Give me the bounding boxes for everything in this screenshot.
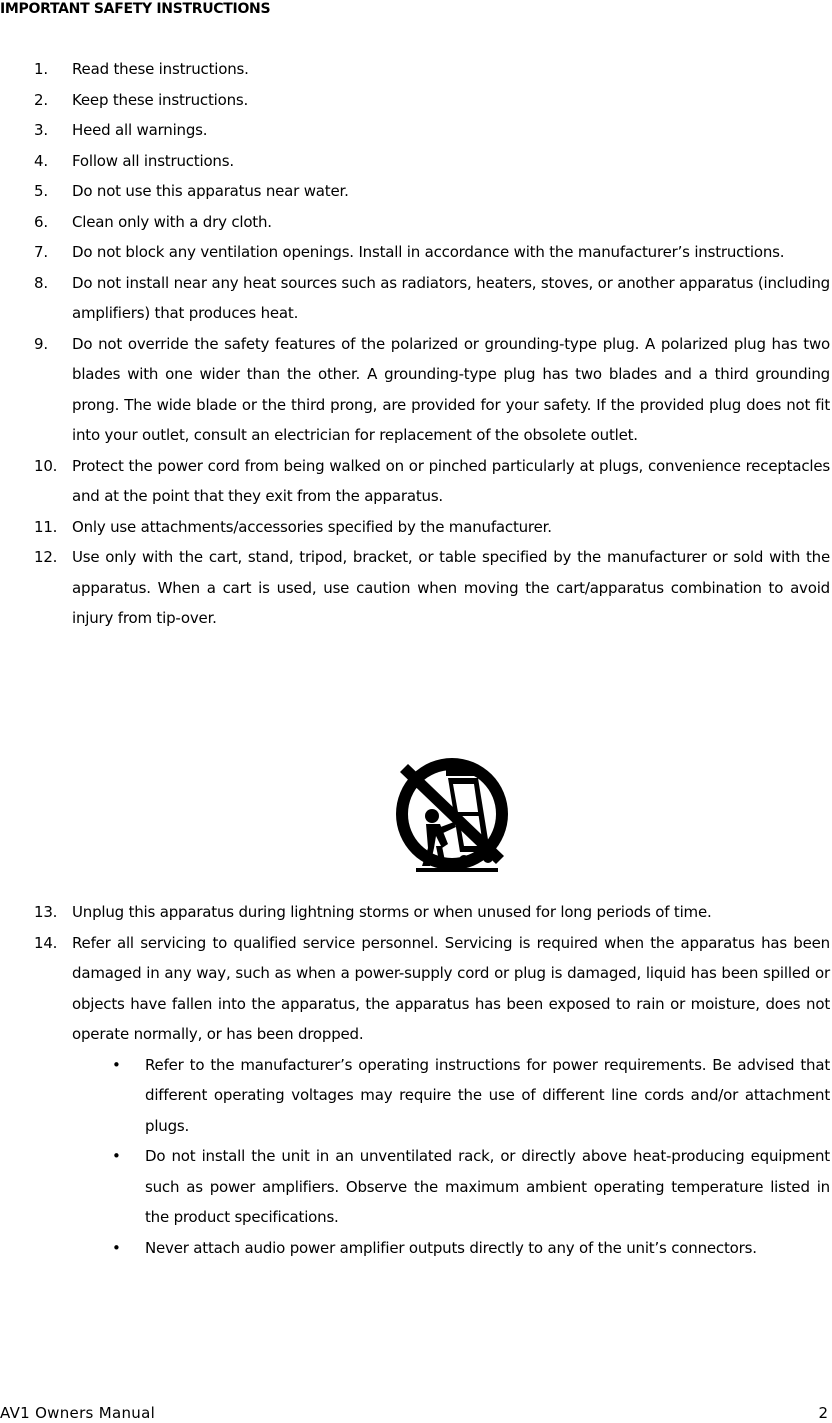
item-text: Do not block any ventilation openings. Install in accordance with the manufacturer’s instructions.	[72, 243, 785, 261]
item-text: Do not use this apparatus near water.	[72, 182, 349, 200]
list-item	[0, 146, 830, 177]
page-number: 2	[818, 1404, 828, 1422]
list-item	[0, 451, 830, 512]
item-number: 11.	[34, 517, 58, 536]
list-item	[0, 512, 830, 543]
bullet-marker: •	[112, 1147, 121, 1165]
item-text: Use only with the cart, stand, tripod, bracket, or table specified by the manufacturer or sold with the apparatus. When a cart is used, use caution when moving the cart/apparatus combination to avoid injury from tip-over.	[72, 548, 830, 627]
item-text: Unplug this apparatus during lightning storms or when unused for long periods of time.	[72, 903, 712, 921]
list-item	[0, 329, 830, 451]
item-text: Read these instructions.	[72, 60, 249, 78]
bullet-item	[0, 1233, 830, 1264]
bullet-item	[0, 1141, 830, 1233]
item-number: 10.	[34, 456, 58, 475]
item-text: Protect the power cord from being walked on or pinched particularly at plugs, convenience receptacles and at the point that they exit from the apparatus.	[72, 456, 830, 505]
bullet-text: Refer to the manufacturer’s operating instructions for power requirements. Be advised that different operating voltages may require the use of different line cords and/or attachment plugs.	[145, 1055, 830, 1135]
item-number: 1.	[34, 60, 48, 78]
footer-manual-title: AV1 Owners Manual	[0, 1404, 156, 1422]
item-number: 6.	[34, 212, 48, 231]
item-text: Refer all servicing to qualified service personnel. Servicing is required when the apparatus has been damaged in any way, such as when a power-supply cord or plug is damaged, liquid has been spilled or objects have fallen into the apparatus, the apparatus has been exposed to rain or moisture, does not operate normally, or has been dropped.	[72, 933, 830, 1043]
list-item	[0, 268, 830, 329]
list-item	[0, 115, 830, 146]
list-item	[0, 237, 830, 268]
instructions-list-part1	[0, 54, 830, 634]
item-text: Do not install near any heat sources such as radiators, heaters, stoves, or another apparatus (including amplifiers) that produces heat.	[72, 273, 830, 322]
item-text: Keep these instructions.	[72, 90, 249, 109]
item-number: 14.	[34, 933, 58, 952]
item-text: Do not override the safety features of the polarized or grounding-type plug. A polarized plug has two blades with one wider than the other. A grounding-type plug has two blades and a third grounding prong. The wide blade or the third prong, are provided for your safety. If the provided plug does not fit into your outlet, consult an electrician for replacement of the obsolete outlet.	[72, 334, 830, 444]
item-text: Heed all warnings.	[72, 121, 208, 139]
list-item	[0, 542, 830, 634]
item-number: 4.	[34, 151, 48, 170]
list-item	[0, 176, 830, 207]
item-number: 9.	[34, 334, 48, 353]
sub-bullet-list	[0, 1050, 830, 1264]
item-number: 8.	[34, 273, 48, 292]
item-text: Follow all instructions.	[72, 151, 234, 170]
bullet-text: Never attach audio power amplifier outputs directly to any of the unit’s connectors.	[145, 1238, 757, 1257]
bullet-marker: •	[112, 1238, 121, 1257]
item-number: 7.	[34, 243, 48, 261]
item-number: 2.	[34, 90, 48, 109]
item-number: 3.	[34, 121, 48, 139]
page-title: IMPORTANT SAFETY INSTRUCTIONS	[0, 1, 271, 17]
cart-tip-over-warning-icon	[386, 752, 518, 884]
list-item	[0, 928, 830, 1264]
bullet-item	[0, 1050, 830, 1142]
list-item	[0, 207, 830, 238]
bullet-text: Do not install the unit in an unventilated rack, or directly above heat-producing equipment such as power amplifiers. Observe the maximum ambient operating temperature listed in the product specifications.	[145, 1147, 830, 1226]
list-item	[0, 85, 830, 116]
list-item	[0, 54, 830, 85]
list-item	[0, 897, 830, 928]
item-text: Clean only with a dry cloth.	[72, 212, 272, 231]
instructions-list-part2	[0, 897, 830, 1263]
bullet-marker: •	[112, 1055, 121, 1074]
ground-line	[416, 868, 498, 872]
item-number: 13.	[34, 903, 58, 921]
item-number: 5.	[34, 182, 48, 200]
item-text: Only use attachments/accessories specified by the manufacturer.	[72, 517, 552, 536]
item-number: 12.	[34, 548, 58, 566]
